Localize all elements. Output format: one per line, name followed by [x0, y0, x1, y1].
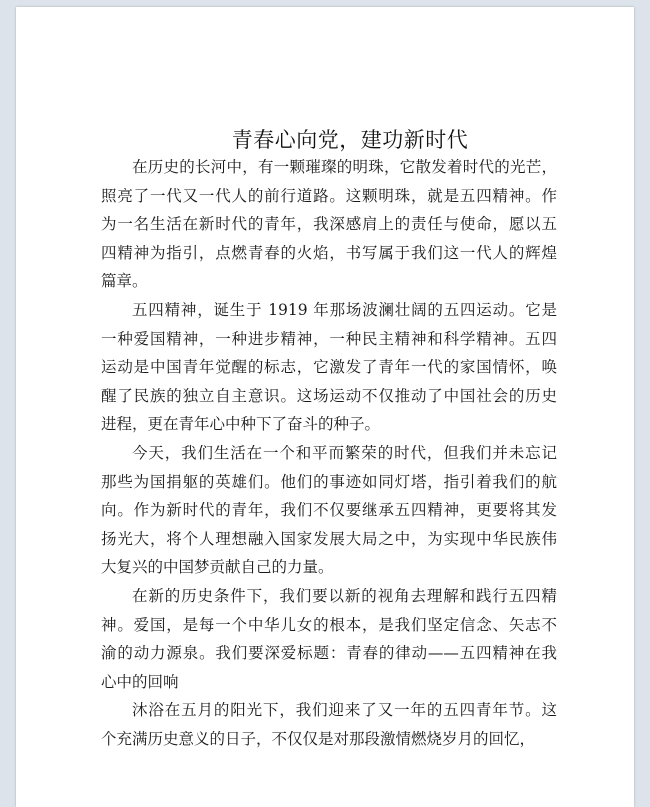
- document-body: [101, 153, 557, 753]
- text-line: 今天，我们生活在一个和平而繁荣的时代，但我们并未忘记: [132, 443, 557, 462]
- text-line: 运动是中国青年觉醒的标志，它激发了青年一代的家国情怀，唤: [101, 358, 557, 377]
- paragraph: [101, 296, 557, 439]
- text-line: 在历史的长河中，有一颗璀璨的明珠，它散发着时代的光芒，: [132, 158, 557, 176]
- paragraph: [101, 582, 557, 696]
- paragraph: [101, 153, 557, 296]
- text-line: 在新的历史条件下，我们要以新的视角去理解和践行五四精: [132, 586, 557, 605]
- text-line: 沐浴在五月的阳光下，我们迎来了又一年的五四青年节。这: [132, 701, 557, 720]
- text-line: 为一名生活在新时代的青年，我深感肩上的责任与使命，愿以五: [101, 215, 557, 234]
- text-line: 渝的动力源泉。我们要深爱标题：青春的律动——五四精神在我: [101, 644, 557, 663]
- text-line: 神。爱国，是每一个中华儿女的根本，是我们坚定信念、矢志不: [101, 615, 557, 634]
- text-line: 心中的回响: [101, 672, 179, 691]
- paragraph: [101, 696, 557, 753]
- text-line: 四精神为指引，点燃青春的火焰，书写属于我们这一代人的辉煌: [101, 243, 557, 262]
- document-page: [16, 7, 634, 807]
- paragraph: [101, 439, 557, 582]
- document-title: 青春心向党，建功新时代: [231, 128, 469, 152]
- text-line: 醒了民族的独立自主意识。这场运动不仅推动了中国社会的历史: [101, 386, 557, 405]
- text-line: 个充满历史意义的日子，不仅仅是对那段激情燃烧岁月的回忆，: [101, 729, 536, 748]
- text-line: 篇章。: [101, 272, 148, 291]
- text-line: 那些为国捐躯的英雄们。他们的事迹如同灯塔，指引着我们的航: [101, 472, 557, 491]
- text-line: 向。作为新时代的青年，我们不仅要继承五四精神，更要将其发: [101, 501, 557, 520]
- text-line: 扬光大，将个人理想融入国家发展大局之中，为实现中华民族伟: [101, 529, 557, 548]
- text-line: 一种爱国精神，一种进步精神，一种民主精神和科学精神。五四: [101, 329, 557, 348]
- text-line: 五四精神，诞生于 1919 年那场波澜壮阔的五四运动。它是: [132, 300, 557, 319]
- text-line: 大复兴的中国梦贡献自己的力量。: [101, 558, 334, 577]
- text-line: 照亮了一代又一代人的前行道路。这颗明珠，就是五四精神。作: [101, 186, 557, 205]
- text-line: 进程，更在青年心中种下了奋斗的种子。: [101, 415, 381, 434]
